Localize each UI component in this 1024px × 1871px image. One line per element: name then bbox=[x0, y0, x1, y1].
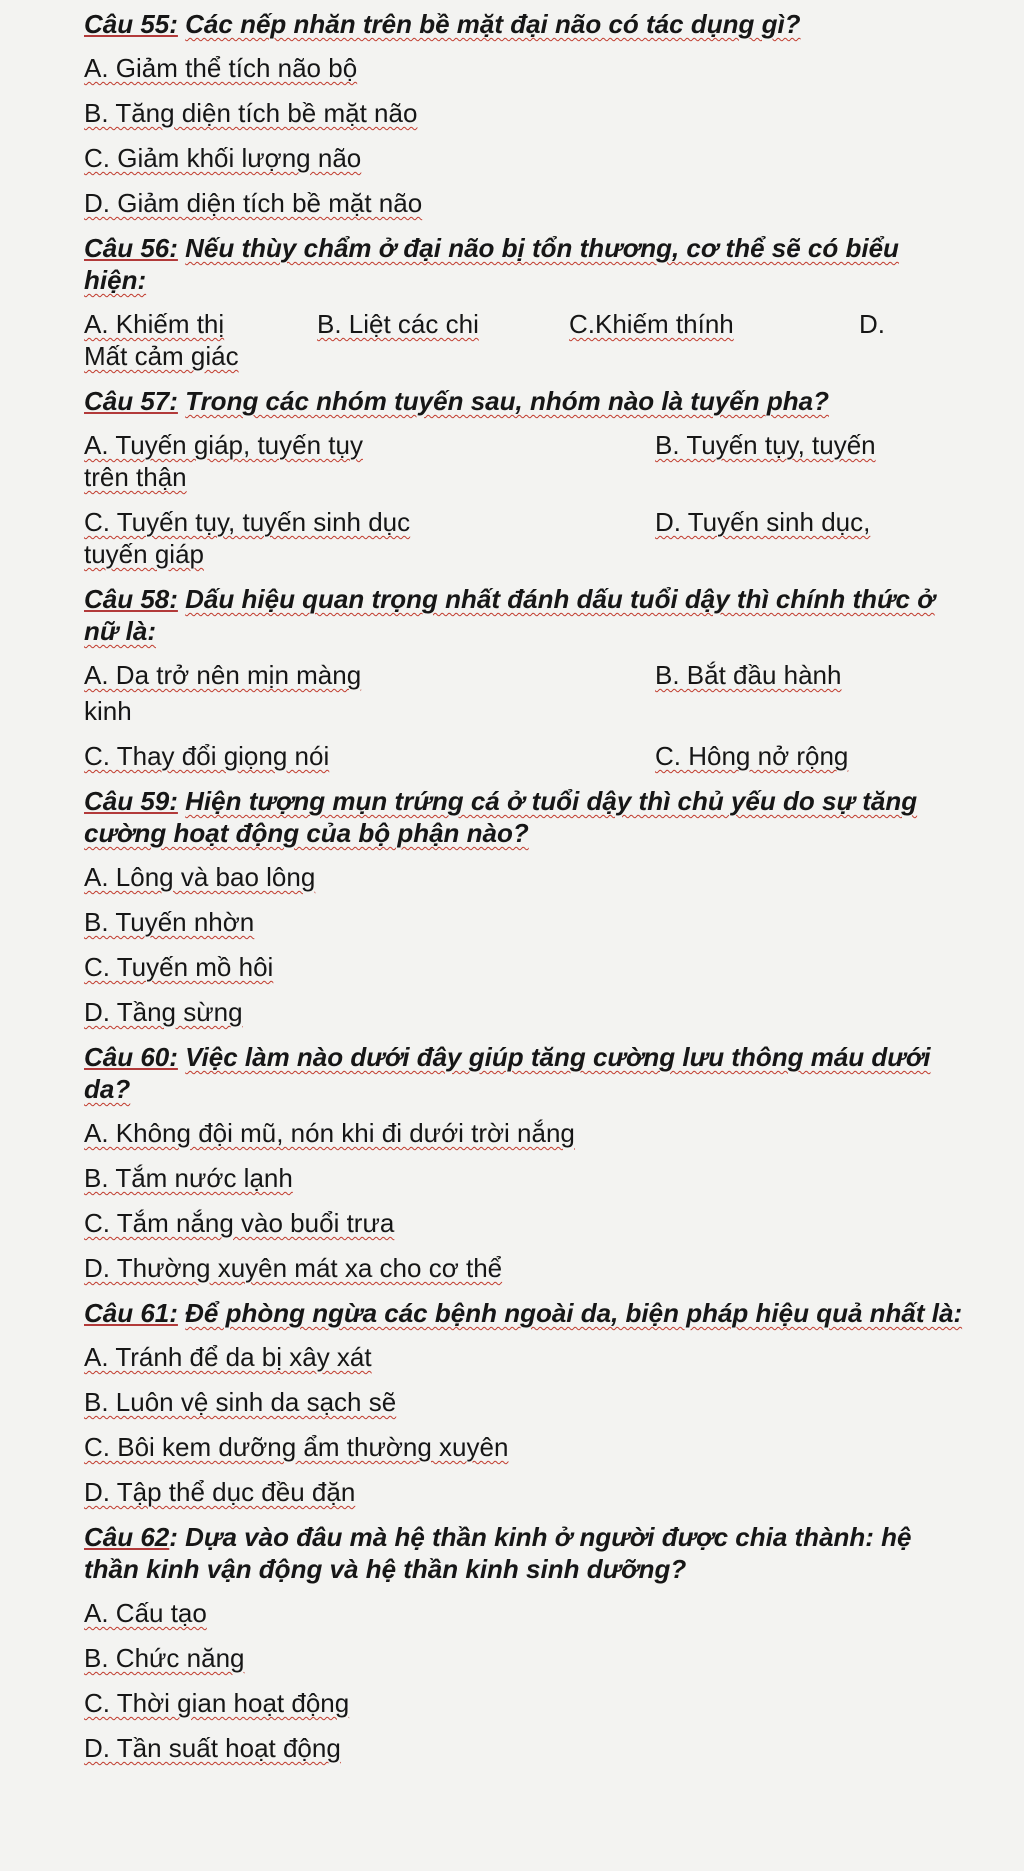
option-c-second: C. Hông nở rộng bbox=[655, 741, 849, 771]
question-56 bbox=[84, 232, 964, 385]
question-number: Câu 61: bbox=[84, 1298, 178, 1328]
question-57 bbox=[84, 385, 964, 583]
question-55 bbox=[84, 8, 964, 232]
option-d-continued: tuyến giáp bbox=[84, 539, 204, 569]
question-heading bbox=[84, 583, 964, 659]
options-row bbox=[84, 308, 964, 340]
question-heading bbox=[84, 1297, 964, 1341]
option-d: D. Thường xuyên mát xa cho cơ thể bbox=[84, 1253, 503, 1283]
option-c: C. Thời gian hoạt động bbox=[84, 1688, 350, 1718]
question-text: Việc làm nào dưới đây giúp tăng cường lưu thông máu dưới da? bbox=[84, 1042, 931, 1104]
option-a: A. Không đội mũ, nón khi đi dưới trời nắng bbox=[84, 1118, 575, 1148]
option-a: A. Tuyến giáp, tuyến tụy bbox=[84, 430, 363, 460]
option-b: B. Tăng diện tích bề mặt não bbox=[84, 98, 418, 128]
question-61 bbox=[84, 1297, 964, 1521]
question-text: : Dựa vào đâu mà hệ thần kinh ở người được chia thành: hệ thần kinh vận động và hệ thần kinh sinh dưỡng? bbox=[84, 1522, 912, 1584]
option-b-continued: trên thận bbox=[84, 462, 187, 492]
question-heading bbox=[84, 1521, 964, 1597]
option-b: B. Luôn vệ sinh da sạch sẽ bbox=[84, 1387, 397, 1417]
option-b: B. Tuyến tụy, tuyến bbox=[655, 430, 876, 460]
option-a: A. Tránh để da bị xây xát bbox=[84, 1342, 372, 1372]
question-59 bbox=[84, 785, 964, 1041]
option-a: A. Cấu tạo bbox=[84, 1598, 207, 1628]
question-58 bbox=[84, 583, 964, 785]
options-row bbox=[84, 659, 964, 695]
question-number: Câu 60: bbox=[84, 1042, 178, 1072]
option-c: C. Thay đổi giọng nói bbox=[84, 741, 330, 771]
options-row bbox=[84, 429, 964, 461]
option-b-continued: kinh bbox=[84, 696, 132, 726]
question-heading bbox=[84, 1041, 964, 1117]
question-62 bbox=[84, 1521, 964, 1777]
option-d: D. Tầng sừng bbox=[84, 997, 243, 1027]
option-c: C. Bôi kem dưỡng ẩm thường xuyên bbox=[84, 1432, 509, 1462]
option-b: B. Chức năng bbox=[84, 1643, 245, 1673]
question-text: Trong các nhóm tuyến sau, nhóm nào là tuyến pha? bbox=[185, 386, 829, 416]
question-text: Hiện tượng mụn trứng cá ở tuổi dậy thì chủ yếu do sự tăng cường hoạt động của bộ phận nào? bbox=[84, 786, 918, 848]
option-c: C. Giảm khối lượng não bbox=[84, 143, 362, 173]
option-d: D. Tập thể dục đều đặn bbox=[84, 1477, 356, 1507]
option-a: A. Da trở nên mịn màng bbox=[84, 660, 362, 690]
question-text: Nếu thùy chẩm ở đại não bị tổn thương, cơ thể sẽ có biểu hiện: bbox=[84, 233, 899, 295]
question-60 bbox=[84, 1041, 964, 1297]
question-text: Các nếp nhăn trên bề mặt đại não có tác dụng gì? bbox=[185, 9, 801, 39]
option-c: C. Tắm nắng vào buổi trưa bbox=[84, 1208, 395, 1238]
option-a: A. Khiếm thị bbox=[84, 309, 225, 339]
option-d: D. bbox=[859, 309, 885, 339]
question-number: Câu 57: bbox=[84, 386, 178, 416]
option-a: A. Giảm thể tích não bộ bbox=[84, 53, 358, 83]
question-number: Câu 59: bbox=[84, 786, 178, 816]
option-b: B. Tuyến nhờn bbox=[84, 907, 255, 937]
option-d: D. Tần suất hoạt động bbox=[84, 1733, 341, 1763]
option-b: B. Tắm nước lạnh bbox=[84, 1163, 293, 1193]
option-d: D. Tuyến sinh dục, bbox=[655, 507, 871, 537]
option-c: C. Tuyến mồ hôi bbox=[84, 952, 274, 982]
question-number: Câu 55: bbox=[84, 9, 178, 39]
option-a: A. Lông và bao lông bbox=[84, 862, 316, 892]
question-number: Câu 58: bbox=[84, 584, 178, 614]
question-heading bbox=[84, 785, 964, 861]
option-b: B. Liệt các chi bbox=[317, 309, 479, 339]
option-b: B. Bắt đầu hành bbox=[655, 660, 842, 690]
options-row bbox=[84, 506, 964, 538]
question-text: Dấu hiệu quan trọng nhất đánh dấu tuổi dậy thì chính thức ở nữ là: bbox=[84, 584, 935, 646]
option-c: C. Tuyến tụy, tuyến sinh dục bbox=[84, 507, 411, 537]
option-c: C.Khiếm thính bbox=[569, 309, 734, 339]
option-d-continued: Mất cảm giác bbox=[84, 341, 239, 371]
question-number: Câu 62 bbox=[84, 1522, 170, 1552]
question-text: Để phòng ngừa các bệnh ngoài da, biện pháp hiệu quả nhất là: bbox=[185, 1298, 963, 1328]
option-d: D. Giảm diện tích bề mặt não bbox=[84, 188, 423, 218]
question-heading bbox=[84, 232, 964, 308]
question-heading bbox=[84, 385, 964, 429]
question-heading bbox=[84, 8, 964, 52]
options-row bbox=[84, 740, 964, 785]
question-number: Câu 56: bbox=[84, 233, 178, 263]
